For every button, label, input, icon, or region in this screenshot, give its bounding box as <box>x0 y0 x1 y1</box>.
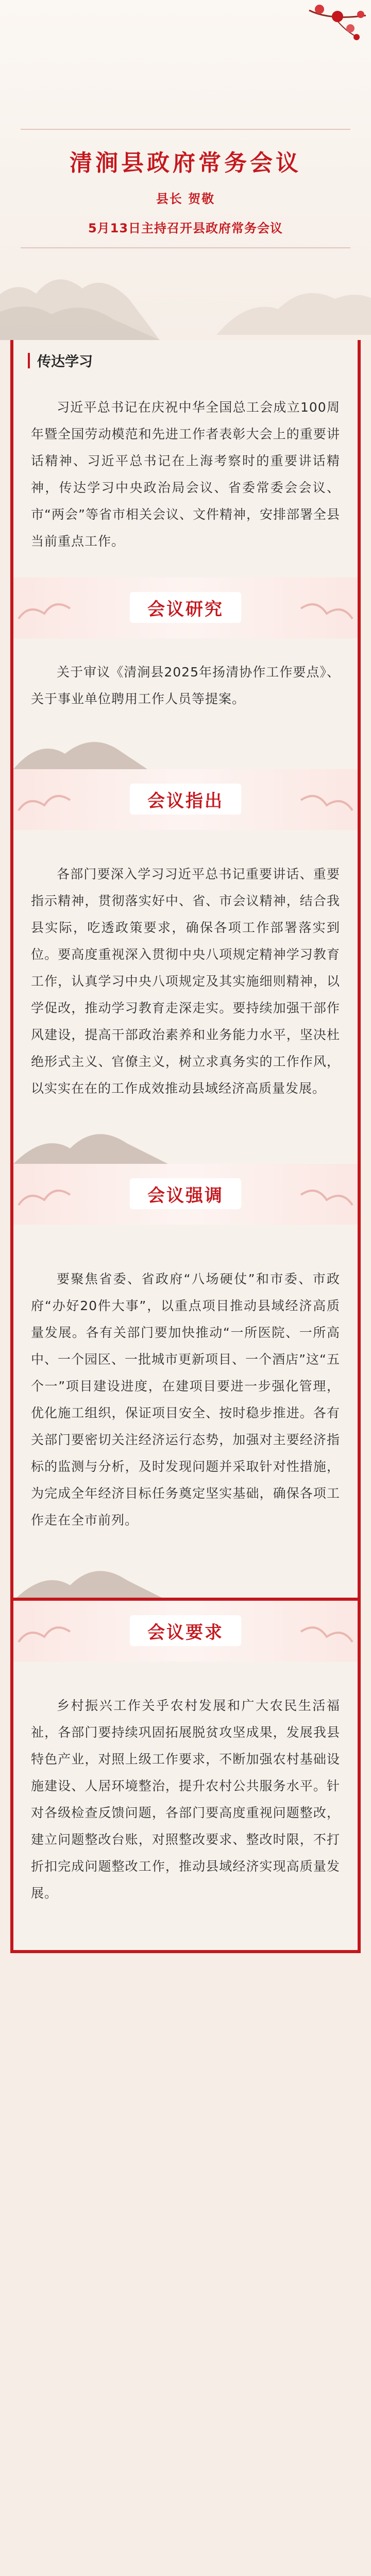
hero-header <box>0 0 371 340</box>
ink-mountain-small <box>13 1117 168 1164</box>
cloud-pattern-left <box>13 1164 75 1225</box>
research-footer-ink <box>13 738 358 769</box>
points-card <box>10 830 361 1164</box>
ink-mountain-left <box>0 237 160 340</box>
requirements-text: 乡村振兴工作关乎农村发展和广大农民生活福祉，各部门要持续巩固拓展脱贫攻坚成果，发展我县特色产业，对照上级工作要求，不断加强农村基础设施建设、人居环境整治，提升农村公共服务水平。针对各级检查反馈问题，各部门要高度重视问题整改，建立问题整改台账，对照整改要求、整改时限，不打折扣完成问题整改工作，推动县域经济实现高质量发展。 <box>31 1698 340 1901</box>
emphasis-title-pill <box>130 1178 241 1209</box>
requirements-title-pill <box>130 1615 241 1646</box>
study-tag <box>13 340 358 380</box>
page-title: 清涧县政府常务会议 <box>70 150 301 176</box>
ink-mountain-small <box>13 728 147 769</box>
study-tag-label: 传达学习 <box>37 354 93 370</box>
tag-bar <box>28 353 30 368</box>
author-line: 县长 贺敬 <box>156 192 215 206</box>
research-title: 会议研究 <box>147 599 224 620</box>
emphasis-banner <box>10 1164 361 1225</box>
red-divider <box>13 1950 358 1953</box>
cloud-pattern-left <box>13 769 75 830</box>
cloud-pattern-left <box>13 1601 75 1662</box>
emphasis-section <box>10 1225 361 1601</box>
research-banner <box>10 578 361 638</box>
research-section <box>10 638 361 769</box>
emphasis-card <box>10 1225 361 1601</box>
requirements-card <box>10 1662 361 1953</box>
hero-divider-top <box>21 129 350 130</box>
plum-blossom-decoration <box>289 0 371 62</box>
cloud-pattern-right <box>296 769 358 830</box>
points-text: 各部门要深入学习习近平总书记重要讲话、重要指示精神，贯彻落实好中、省、市会议精神，结合我县实际，吃透政策要求，确保各项工作部署落实到位。要高度重视深入贯彻中央八项规定精神学习教育工作，认真学习中央八项规定及其实施细则精神，以学促改，推动学习教育走深走实。要持续加强干部作风建设，提高干部政治素养和业务能力水平，坚决杜绝形式主义、官僚主义，树立求真务实的工作作风，以实实在在的工作成效推动县域经济高质量发展。 <box>31 867 340 1096</box>
emphasis-text: 要聚焦省委、省政府“八场硬仗”和市委、市政府“办好20件大事”，以重点项目推动县域经济高质量发展。各有关部门要加快推动“一所医院、一所高中、一个园区、一批城市更新项目、一个酒店”这“五个一”项目建设进度，在建项目要进一步强化管理，优化施工组织，保证项目安全、按时稳步推进。各有关部门要密切关注经济运行态势，加强对主要经济指标的监测与分析，及时发现问题并采取针对性措施，为完成全年经济目标任务奠定坚实基础，确保各项工作走在全市前列。 <box>31 1272 340 1528</box>
research-card <box>10 638 361 769</box>
research-text: 关于审议《清涧县2025年扬清协作工作要点》、关于事业单位聘用工作人员等提案。 <box>31 665 340 706</box>
points-title-pill <box>130 784 241 815</box>
ink-mountain-small <box>13 1554 168 1601</box>
points-footer-ink <box>13 1128 358 1164</box>
cloud-pattern-left <box>13 578 75 638</box>
cloud-pattern-right <box>296 1164 358 1225</box>
hero-title-block <box>0 144 371 236</box>
study-card <box>10 340 361 578</box>
emphasis-footer-ink <box>13 1560 358 1601</box>
research-title-pill <box>130 592 241 623</box>
points-section <box>10 830 361 1164</box>
ink-mountain-right <box>216 242 371 335</box>
cloud-pattern-right <box>296 1601 358 1662</box>
emphasis-title: 会议强调 <box>147 1185 224 1206</box>
requirements-section <box>10 1662 361 1953</box>
requirements-banner <box>10 1601 361 1662</box>
study-section <box>10 340 361 578</box>
requirements-title: 会议要求 <box>147 1622 224 1643</box>
cloud-pattern-right <box>296 578 358 638</box>
points-title: 会议指出 <box>147 790 224 811</box>
study-text: 习近平总书记在庆祝中华全国总工会成立100周年暨全国劳动模范和先进工作者表彰大会上的重要讲话精神、习近平总书记在上海考察时的重要讲话精神，传达学习中央政治局会议、省委常委会会议、市“两会”等省市相关会议、文件精神，安排部署全县当前重点工作。 <box>31 400 340 549</box>
meeting-subtitle: 5月13日主持召开县政府常务会议 <box>88 221 283 235</box>
requirements-footer <box>13 1927 358 1953</box>
points-banner <box>10 769 361 830</box>
